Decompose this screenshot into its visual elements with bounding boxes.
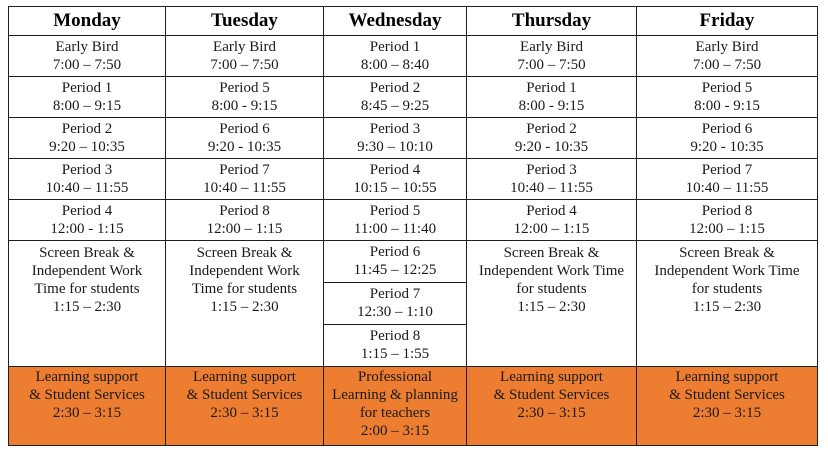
slot-label: Period 1 (369, 39, 421, 55)
slot-time: 8:00 - 9:15 (211, 98, 278, 114)
schedule-cell (324, 283, 467, 325)
schedule-cell (324, 77, 467, 118)
support-time: 2:30 – 3:15 (517, 405, 586, 421)
screen-break-cell (637, 241, 818, 367)
slot-time: 12:00 – 1:15 (206, 221, 283, 237)
schedule-cell (637, 36, 818, 77)
schedule-cell (467, 200, 637, 241)
slot-label: Early Bird (213, 39, 276, 55)
schedule-cell (637, 200, 818, 241)
support-cell (9, 367, 166, 446)
schedule-cell (324, 159, 467, 200)
slot-time: 9:20 - 10:35 (514, 139, 589, 155)
slot-label: Period 4 (526, 203, 577, 219)
day-header-tuesday: Tuesday (166, 7, 324, 36)
break-line: for students (516, 281, 587, 297)
break-time: 1:15 – 2:30 (52, 299, 122, 315)
support-cell (324, 367, 467, 446)
support-line: Learning support (500, 369, 603, 385)
table-row (9, 159, 818, 200)
slot-time: 9:30 – 10:10 (357, 139, 433, 155)
break-line: Time for students (34, 281, 140, 297)
slot-time: 10:40 – 11:55 (510, 180, 593, 196)
table-row (9, 241, 818, 283)
break-line: Time for students (191, 281, 298, 297)
slot-time: 10:40 – 11:55 (685, 180, 769, 196)
header-row (9, 7, 818, 36)
slot-time: 7:00 – 7:50 (52, 57, 122, 73)
slot-label: Period 3 (369, 121, 421, 137)
support-cell (166, 367, 324, 446)
schedule-cell (467, 118, 637, 159)
support-line: & Student Services (493, 387, 610, 403)
schedule-cell (324, 200, 467, 241)
schedule-cell (166, 36, 324, 77)
table-row (9, 36, 818, 77)
schedule-cell (9, 200, 166, 241)
support-time: 2:00 – 3:15 (360, 423, 430, 439)
support-line: Learning support (675, 369, 779, 385)
schedule-cell (166, 200, 324, 241)
support-line: Learning & planning (332, 387, 458, 403)
schedule-cell (637, 118, 818, 159)
slot-label: Period 5 (219, 80, 270, 96)
slot-label: Period 7 (219, 162, 270, 178)
slot-label: Period 2 (369, 80, 421, 96)
screen-break-cell (9, 241, 166, 367)
support-line: Professional (357, 369, 433, 385)
support-row (9, 367, 818, 446)
slot-time: 12:00 – 1:15 (513, 221, 590, 237)
slot-time: 7:00 – 7:50 (517, 57, 586, 73)
break-line: for students (691, 281, 763, 297)
day-header-wednesday: Wednesday (324, 7, 467, 36)
break-line: Screen Break & (39, 245, 135, 261)
schedule-cell (9, 36, 166, 77)
slot-label: Period 3 (526, 162, 577, 178)
slot-label: Period 1 (61, 80, 113, 96)
support-time: 2:30 – 3:15 (52, 405, 122, 421)
support-line: for teachers (359, 405, 431, 421)
slot-time: 7:00 – 7:50 (692, 57, 762, 73)
slot-time: 12:30 – 1:10 (357, 304, 433, 320)
schedule-cell (166, 159, 324, 200)
slot-label: Early Bird (55, 39, 119, 55)
break-line: Independent Work Time (478, 263, 625, 279)
slot-label: Early Bird (520, 39, 583, 55)
slot-time: 12:00 – 1:15 (689, 221, 765, 237)
screen-break-cell (467, 241, 637, 367)
schedule-cell (9, 77, 166, 118)
schedule-container (8, 6, 818, 446)
schedule-cell (637, 77, 818, 118)
break-line: Screen Break & (196, 245, 293, 261)
support-cell (467, 367, 637, 446)
break-time: 1:15 – 2:30 (517, 299, 586, 315)
schedule-cell (637, 159, 818, 200)
slot-time: 8:00 – 8:40 (360, 57, 430, 73)
support-line: & Student Services (186, 387, 303, 403)
break-time: 1:15 – 2:30 (692, 299, 762, 315)
slot-label: Period 2 (526, 121, 577, 137)
support-time: 2:30 – 3:15 (210, 405, 279, 421)
schedule-cell (324, 118, 467, 159)
day-header-thursday: Thursday (467, 7, 637, 36)
slot-label: Early Bird (695, 39, 759, 55)
day-header-monday: Monday (9, 7, 166, 36)
screen-break-cell (166, 241, 324, 367)
slot-label: Period 6 (219, 121, 270, 137)
slot-label: Period 3 (61, 162, 113, 178)
break-line: Independent Work Time (654, 263, 800, 279)
schedule-cell (467, 159, 637, 200)
slot-label: Period 8 (369, 328, 421, 344)
slot-time: 7:00 – 7:50 (210, 57, 279, 73)
slot-label: Period 8 (219, 203, 270, 219)
schedule-cell (166, 118, 324, 159)
slot-label: Period 5 (369, 203, 421, 219)
slot-time: 1:15 – 1:55 (360, 346, 430, 362)
schedule-cell (166, 77, 324, 118)
slot-label: Period 7 (701, 162, 753, 178)
schedule-cell (9, 118, 166, 159)
table-row (9, 200, 818, 241)
support-line: Learning support (193, 369, 296, 385)
slot-time: 8:00 - 9:15 (518, 98, 585, 114)
slot-label: Period 6 (369, 244, 421, 260)
slot-label: Period 4 (369, 162, 421, 178)
slot-time: 9:20 - 10:35 (690, 139, 764, 155)
slot-time: 10:40 – 11:55 (45, 180, 129, 196)
slot-time: 11:00 – 11:40 (353, 221, 437, 237)
break-line: Independent Work (31, 263, 143, 279)
support-line: & Student Services (29, 387, 145, 403)
schedule-cell (324, 241, 467, 283)
slot-time: 9:20 - 10:35 (207, 139, 282, 155)
slot-time: 9:20 – 10:35 (49, 139, 125, 155)
slot-label: Period 5 (701, 80, 753, 96)
slot-label: Period 6 (701, 121, 753, 137)
break-line: Screen Break & (503, 245, 600, 261)
slot-time: 12:00 - 1:15 (50, 221, 124, 237)
slot-label: Period 7 (369, 286, 421, 302)
slot-label: Period 8 (701, 203, 753, 219)
table-row (9, 118, 818, 159)
schedule-cell (467, 36, 637, 77)
slot-time: 10:15 – 10:55 (353, 180, 437, 196)
table-row (9, 77, 818, 118)
schedule-cell (324, 36, 467, 77)
slot-label: Period 2 (61, 121, 113, 137)
schedule-cell (9, 159, 166, 200)
slot-label: Period 1 (526, 80, 577, 96)
slot-time: 8:00 – 9:15 (52, 98, 122, 114)
day-header-friday: Friday (637, 7, 818, 36)
slot-time: 11:45 – 12:25 (353, 262, 437, 278)
schedule-cell (467, 77, 637, 118)
support-cell (637, 367, 818, 446)
slot-time: 8:00 - 9:15 (694, 98, 760, 114)
slot-time: 8:45 – 9:25 (360, 98, 430, 114)
break-line: Screen Break & (679, 245, 775, 261)
schedule-cell (324, 325, 467, 367)
slot-time: 10:40 – 11:55 (203, 180, 286, 196)
weekly-schedule-table (8, 6, 818, 446)
support-time: 2:30 – 3:15 (692, 405, 762, 421)
break-line: Independent Work (189, 263, 300, 279)
break-time: 1:15 – 2:30 (210, 299, 279, 315)
support-line: & Student Services (669, 387, 785, 403)
slot-label: Period 4 (61, 203, 113, 219)
support-line: Learning support (35, 369, 139, 385)
